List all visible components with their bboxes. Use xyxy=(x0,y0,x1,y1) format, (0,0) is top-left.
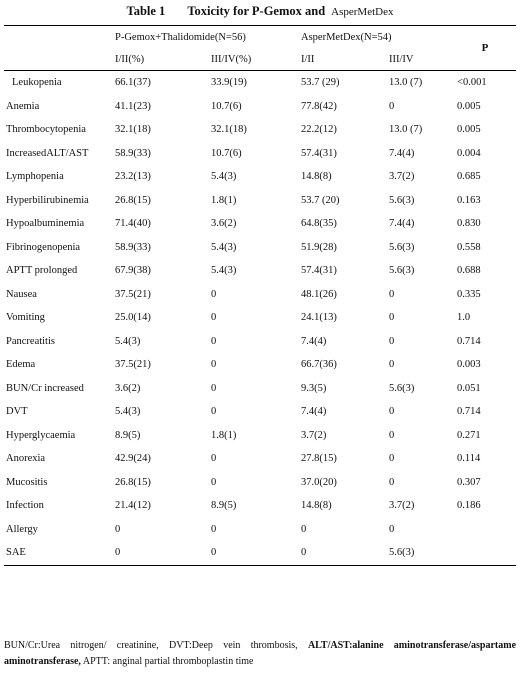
row-label: Nausea xyxy=(6,288,37,300)
row-label: Hyperglycaemia xyxy=(6,429,76,441)
value-cell: 7.4(4) xyxy=(301,406,327,418)
table-row xyxy=(4,471,516,495)
value-cell: 64.8(35) xyxy=(301,218,337,230)
row-label: Mucositis xyxy=(6,476,48,488)
row-label: BUN/Cr increased xyxy=(6,382,84,394)
table-row xyxy=(4,494,516,518)
toxicity-table xyxy=(4,25,516,566)
value-cell: 58.9(33) xyxy=(115,147,151,159)
header-sub-3: I/II xyxy=(298,48,386,71)
value-cell: 1.8(1) xyxy=(211,194,237,206)
value-cell: 0 xyxy=(389,100,395,112)
row-label: Allergy xyxy=(6,523,38,535)
p-value-cell: 0.335 xyxy=(457,288,481,300)
value-cell: 37.5(21) xyxy=(115,359,151,371)
row-label: Anemia xyxy=(6,100,40,112)
value-cell: 3.7(2) xyxy=(389,500,415,512)
value-cell: 5.6(3) xyxy=(389,265,415,277)
p-value-cell: 0.558 xyxy=(457,241,481,253)
value-cell: 0 xyxy=(112,541,208,565)
value-cell: 8.9(5) xyxy=(211,500,237,512)
value-cell: 14.8(8) xyxy=(301,171,332,183)
row-label: Pancreatitis xyxy=(6,335,55,347)
p-value-cell xyxy=(454,518,516,542)
p-value-cell: <0.001 xyxy=(457,77,487,89)
value-cell: 0 xyxy=(211,359,217,371)
value-cell: 58.9(33) xyxy=(115,241,151,253)
value-cell: 0 xyxy=(389,359,395,371)
value-cell: 67.9(38) xyxy=(115,265,151,277)
table-row xyxy=(4,283,516,307)
value-cell: 41.1(23) xyxy=(115,100,151,112)
table-row xyxy=(4,541,516,565)
value-cell: 0 xyxy=(208,541,298,565)
table-row xyxy=(4,518,516,542)
value-cell: 10.7(6) xyxy=(211,100,242,112)
value-cell: 3.7(2) xyxy=(389,171,415,183)
value-cell: 0 xyxy=(389,406,395,418)
p-value-cell: 0.714 xyxy=(457,406,481,418)
header-sub-row xyxy=(4,48,516,71)
value-cell: 0 xyxy=(211,476,217,488)
value-cell: 0 xyxy=(301,523,307,535)
row-label: APTT prolonged xyxy=(6,265,78,277)
value-cell: 0 xyxy=(389,476,395,488)
value-cell: 51.9(28) xyxy=(301,241,337,253)
value-cell: 0 xyxy=(389,335,395,347)
value-cell: 5.6(3) xyxy=(389,241,415,253)
value-cell: 0 xyxy=(211,453,217,465)
value-cell: 5.4(3) xyxy=(211,265,237,277)
row-label: Anorexia xyxy=(6,453,46,465)
table-row xyxy=(4,95,516,119)
p-value-cell: 1.0 xyxy=(457,312,471,324)
value-cell: 3.6(2) xyxy=(115,382,141,394)
value-cell: 24.1(13) xyxy=(301,312,337,324)
value-cell: 1.8(1) xyxy=(211,429,237,441)
p-value-cell: 0.271 xyxy=(457,429,481,441)
value-cell: 22.2(12) xyxy=(301,124,337,136)
value-cell: 37.0(20) xyxy=(301,476,337,488)
p-value-cell: 0.307 xyxy=(457,476,481,488)
row-label: Thrombocytopenia xyxy=(6,124,86,136)
value-cell: 0 xyxy=(211,406,217,418)
value-cell: 0 xyxy=(211,382,217,394)
value-cell: 0 xyxy=(389,288,395,300)
row-label: Leukopenia xyxy=(12,77,62,89)
value-cell: 0 xyxy=(211,335,217,347)
header-group-aspermetdex: AsperMetDex(N=54) xyxy=(298,26,454,49)
value-cell: 7.4(4) xyxy=(301,335,327,347)
value-cell: 23.2(13) xyxy=(115,171,151,183)
p-value-cell: 0.685 xyxy=(457,171,481,183)
value-cell: 5.4(3) xyxy=(115,406,141,418)
header-group-pgemox: P-Gemox+Thalidomide(N=56) xyxy=(112,26,298,49)
table-row xyxy=(4,377,516,401)
value-cell: 33.9(19) xyxy=(211,77,247,89)
p-value-cell: 0.688 xyxy=(457,265,481,277)
p-value-cell: 0.003 xyxy=(457,359,481,371)
row-label: SAE xyxy=(4,541,112,565)
value-cell: 26.8(15) xyxy=(115,476,151,488)
value-cell: 26.8(15) xyxy=(115,194,151,206)
table-row xyxy=(4,306,516,330)
table-body xyxy=(4,71,516,566)
header-sub-1: I/II(%) xyxy=(112,48,208,71)
header-sub-4: III/IV xyxy=(386,48,454,71)
footnote-part-2: ALT/AST:alanine aminotransferase/aspartame aminotransferase, xyxy=(4,640,517,667)
value-cell: 7.4(4) xyxy=(389,218,415,230)
row-label: Fibrinogenopenia xyxy=(6,241,81,253)
p-value-cell: 0.830 xyxy=(457,218,481,230)
header-empty xyxy=(4,26,112,49)
value-cell: 66.7(36) xyxy=(301,359,337,371)
value-cell: 71.4(40) xyxy=(115,218,151,230)
p-value-cell: 0.004 xyxy=(457,147,481,159)
value-cell: 9.3(5) xyxy=(301,382,327,394)
table-row xyxy=(4,400,516,424)
table-row xyxy=(4,259,516,283)
value-cell: 53.7 (29) xyxy=(301,77,340,89)
value-cell: 42.9(24) xyxy=(115,453,151,465)
table-row xyxy=(4,424,516,448)
value-cell: 0 xyxy=(389,523,395,535)
table-row xyxy=(4,118,516,142)
p-value-cell: 0.114 xyxy=(457,453,481,465)
table-footnote xyxy=(4,638,516,670)
row-label: IncreasedALT/AST xyxy=(6,147,89,159)
value-cell: 14.8(8) xyxy=(301,500,332,512)
table-title-suffix: AsperMetDex xyxy=(331,6,394,18)
table-row xyxy=(4,165,516,189)
header-sub-2: III/IV(%) xyxy=(208,48,298,71)
value-cell: 27.8(15) xyxy=(301,453,337,465)
value-cell: 0 xyxy=(115,523,121,535)
header-group-row xyxy=(4,26,516,49)
p-value-cell: 0.186 xyxy=(457,500,481,512)
value-cell: 0 xyxy=(211,523,217,535)
row-label: Vomiting xyxy=(6,312,45,324)
table-row xyxy=(4,71,516,95)
p-value-cell: 0.005 xyxy=(457,124,481,136)
value-cell: 13.0 (7) xyxy=(389,124,423,136)
header-p-value: P xyxy=(454,26,516,71)
value-cell: 5.6(3) xyxy=(389,382,415,394)
table-row xyxy=(4,189,516,213)
row-label: Edema xyxy=(6,359,36,371)
value-cell: 66.1(37) xyxy=(115,77,151,89)
p-value-cell: 0.163 xyxy=(457,194,481,206)
value-cell: 57.4(31) xyxy=(301,147,337,159)
value-cell: 7.4(4) xyxy=(389,147,415,159)
table-label: Table 1 xyxy=(126,4,166,18)
row-label: Lymphopenia xyxy=(6,171,64,183)
value-cell: 0 xyxy=(211,312,217,324)
p-value-cell xyxy=(454,541,516,565)
table-row xyxy=(4,142,516,166)
value-cell: 0 xyxy=(211,288,217,300)
header-sub-empty xyxy=(4,48,112,71)
value-cell: 0 xyxy=(389,453,395,465)
row-label: Infection xyxy=(6,500,44,512)
table-row xyxy=(4,447,516,471)
value-cell: 48.1(26) xyxy=(301,288,337,300)
value-cell: 21.4(12) xyxy=(115,500,151,512)
table-row xyxy=(4,353,516,377)
value-cell: 10.7(6) xyxy=(211,147,242,159)
footnote-part-1: BUN/Cr:Urea nitrogen/ creatinine, DVT:Deep vein thrombosis, xyxy=(4,640,308,651)
table-row xyxy=(4,212,516,236)
value-cell: 8.9(5) xyxy=(115,429,141,441)
value-cell: 5.6(3) xyxy=(389,194,415,206)
value-cell: 5.4(3) xyxy=(115,335,141,347)
p-value-cell: 0.714 xyxy=(457,335,481,347)
p-value-cell: 0.005 xyxy=(457,100,481,112)
table-title: Toxicity for P-Gemox and xyxy=(187,4,326,18)
value-cell: 25.0(14) xyxy=(115,312,151,324)
row-label: Hypoalbuminemia xyxy=(6,218,85,230)
row-label: DVT xyxy=(6,406,28,418)
value-cell: 0 xyxy=(298,541,386,565)
p-value-cell: 0.051 xyxy=(457,382,481,394)
value-cell: 3.6(2) xyxy=(211,218,237,230)
value-cell: 0 xyxy=(389,429,395,441)
value-cell: 3.7(2) xyxy=(301,429,327,441)
value-cell: 5.4(3) xyxy=(211,241,237,253)
value-cell: 37.5(21) xyxy=(115,288,151,300)
value-cell: 53.7 (20) xyxy=(301,194,340,206)
value-cell: 5.6(3) xyxy=(386,541,454,565)
value-cell: 57.4(31) xyxy=(301,265,337,277)
value-cell: 32.1(18) xyxy=(115,124,151,136)
value-cell: 0 xyxy=(389,312,395,324)
value-cell: 5.4(3) xyxy=(211,171,237,183)
table-row xyxy=(4,236,516,260)
footnote-part-3: APTT: anginal partial thromboplastin time xyxy=(80,656,254,667)
row-label: Hyperbilirubinemia xyxy=(6,194,89,206)
value-cell: 77.8(42) xyxy=(301,100,337,112)
table-row xyxy=(4,330,516,354)
table-caption xyxy=(0,4,520,19)
value-cell: 32.1(18) xyxy=(211,124,247,136)
value-cell: 13.0 (7) xyxy=(389,77,423,89)
